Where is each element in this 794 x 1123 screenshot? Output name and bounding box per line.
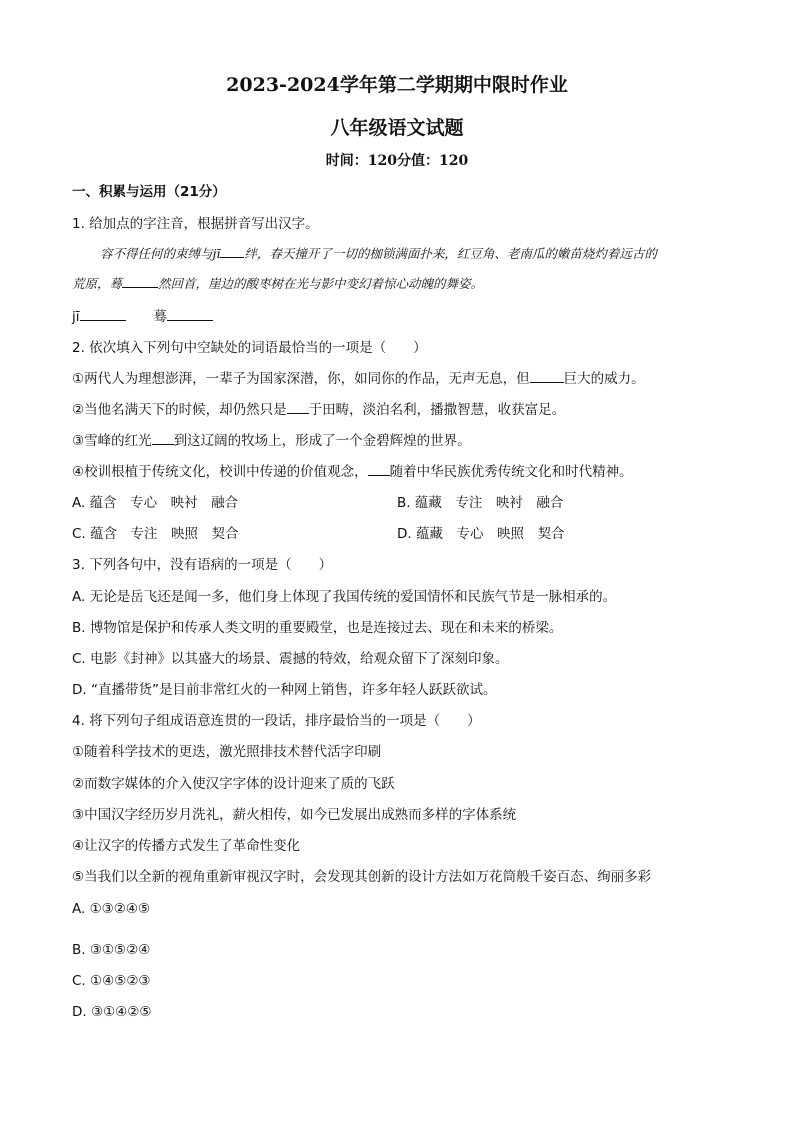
q2-stem: 2. 依次填入下列句中空缺处的词语最恰当的一项是（ ） xyxy=(72,340,427,356)
q4-item-3: ③中国汉字经历岁月洗礼，薪火相传，如今已发展出成熟而多样的字体系统 xyxy=(72,807,517,823)
exam-meta: 时间：120分值：120 xyxy=(325,153,469,169)
section-heading: 一、积累与运用（21分） xyxy=(72,184,226,200)
q3-option-a: A. 无论是岳飞还是闻一多，他们身上体现了我国传统的爱国情怀和民族气节是一脉相承的。 xyxy=(72,589,617,605)
q4-item-1: ①随着科学技术的更迭，激光照排技术替代活字印刷 xyxy=(72,744,382,760)
q1-answer-line xyxy=(72,308,213,326)
q1-answer-blank xyxy=(80,308,126,321)
q2-sentence-text: 随着中华民族优秀传统文化和时代精神。 xyxy=(389,464,633,480)
q1-passage-text: 容不得任何的束缚与jī xyxy=(100,246,221,261)
q1-answer-label: 蓦 xyxy=(153,309,168,325)
q4-option-c: C. ①④⑤②③ xyxy=(72,973,151,989)
q2-sentence-text: ①两代人为理想澎湃，一辈子为国家深潜，你，如同你的作品，无声无息，但 xyxy=(72,371,530,387)
q2-option-c: C. 蕴含 专注 映照 契合 xyxy=(72,526,239,542)
q4-option-d: D. ③①④②⑤ xyxy=(72,1004,152,1020)
q1-passage-text: 荒原，蓦 xyxy=(72,276,123,291)
q2-sentence-text: ④校训根植于传统文化，校训中传递的价值观念， xyxy=(72,464,368,480)
q2-option-d: D. 蕴藏 专心 映照 契合 xyxy=(397,526,565,542)
q2-option-a: A. 蕴含 专心 映衬 融合 xyxy=(72,495,239,511)
q2-blank xyxy=(530,370,564,383)
q4-item-2: ②而数字媒体的介入使汉字字体的设计迎来了质的飞跃 xyxy=(72,776,395,792)
q1-passage-text: 然回首，崖边的酸枣树在光与影中变幻着惊心动魄的舞姿。 xyxy=(158,276,484,291)
q1-answer-label: jī xyxy=(72,309,80,325)
q4-item-4: ④让汉字的传播方式发生了革命性变化 xyxy=(72,838,301,854)
q2-option-b: B. 蕴藏 专注 映衬 融合 xyxy=(397,495,564,511)
q2-sentence xyxy=(72,370,645,388)
q2-sentence xyxy=(72,463,633,481)
q2-sentence-text: ②当他名满天下的时候，却仍然只是 xyxy=(72,402,287,418)
q3-option-d: D. “直播带货”是目前非常红火的一种网上销售，许多年轻人跃跃欲试。 xyxy=(72,682,497,698)
q2-sentence xyxy=(72,432,471,450)
q2-sentence-text: ③雪峰的红光 xyxy=(72,433,152,449)
q2-blank xyxy=(287,401,309,414)
q4-item-5: ⑤当我们以全新的视角重新审视汉字时，会发现其创新的设计方法如万花筒般千姿百态、绚丽多彩 xyxy=(72,869,652,885)
q4-stem: 4. 将下列句子组成语意连贯的一段话，排序最恰当的一项是（ ） xyxy=(72,713,481,729)
q2-sentence xyxy=(72,401,565,419)
q4-option-b: B. ③①⑤②④ xyxy=(72,942,151,958)
q1-blank xyxy=(220,245,244,258)
exam-subtitle: 八年级语文试题 xyxy=(330,117,464,139)
q3-stem: 3. 下列各句中，没有语病的一项是（ ） xyxy=(72,557,333,573)
q1-passage-line1 xyxy=(100,245,657,263)
q1-blank xyxy=(122,275,158,288)
q1-passage-line2 xyxy=(72,275,483,293)
q1-answer-blank xyxy=(167,308,213,321)
q2-blank xyxy=(368,463,390,476)
q3-option-c: C. 电影《封神》以其盛大的场景、震撼的特效，给观众留下了深刻印象。 xyxy=(72,651,509,667)
q1-stem: 1. 给加点的字注音，根据拼音写出汉字。 xyxy=(72,216,319,232)
exam-title: 2023-2024学年第二学期期中限时作业 xyxy=(226,74,568,96)
q2-blank xyxy=(152,432,174,445)
q2-sentence-text: 于田畴，淡泊名利，播撒智慧，收获富足。 xyxy=(308,402,566,418)
q1-passage-text: 绊，春天撞开了一切的枷锁满面扑来，红豆角、老南瓜的嫩苗烧灼着远古的 xyxy=(244,246,657,261)
q2-sentence-text: 巨大的威力。 xyxy=(563,371,645,387)
q2-sentence-text: 到这辽阔的牧场上，形成了一个金碧辉煌的世界。 xyxy=(173,433,471,449)
q3-option-b: B. 博物馆是保护和传承人类文明的重要殿堂，也是连接过去、现在和未来的桥梁。 xyxy=(72,620,563,636)
q4-option-a: A. ①③②④⑤ xyxy=(72,901,151,917)
